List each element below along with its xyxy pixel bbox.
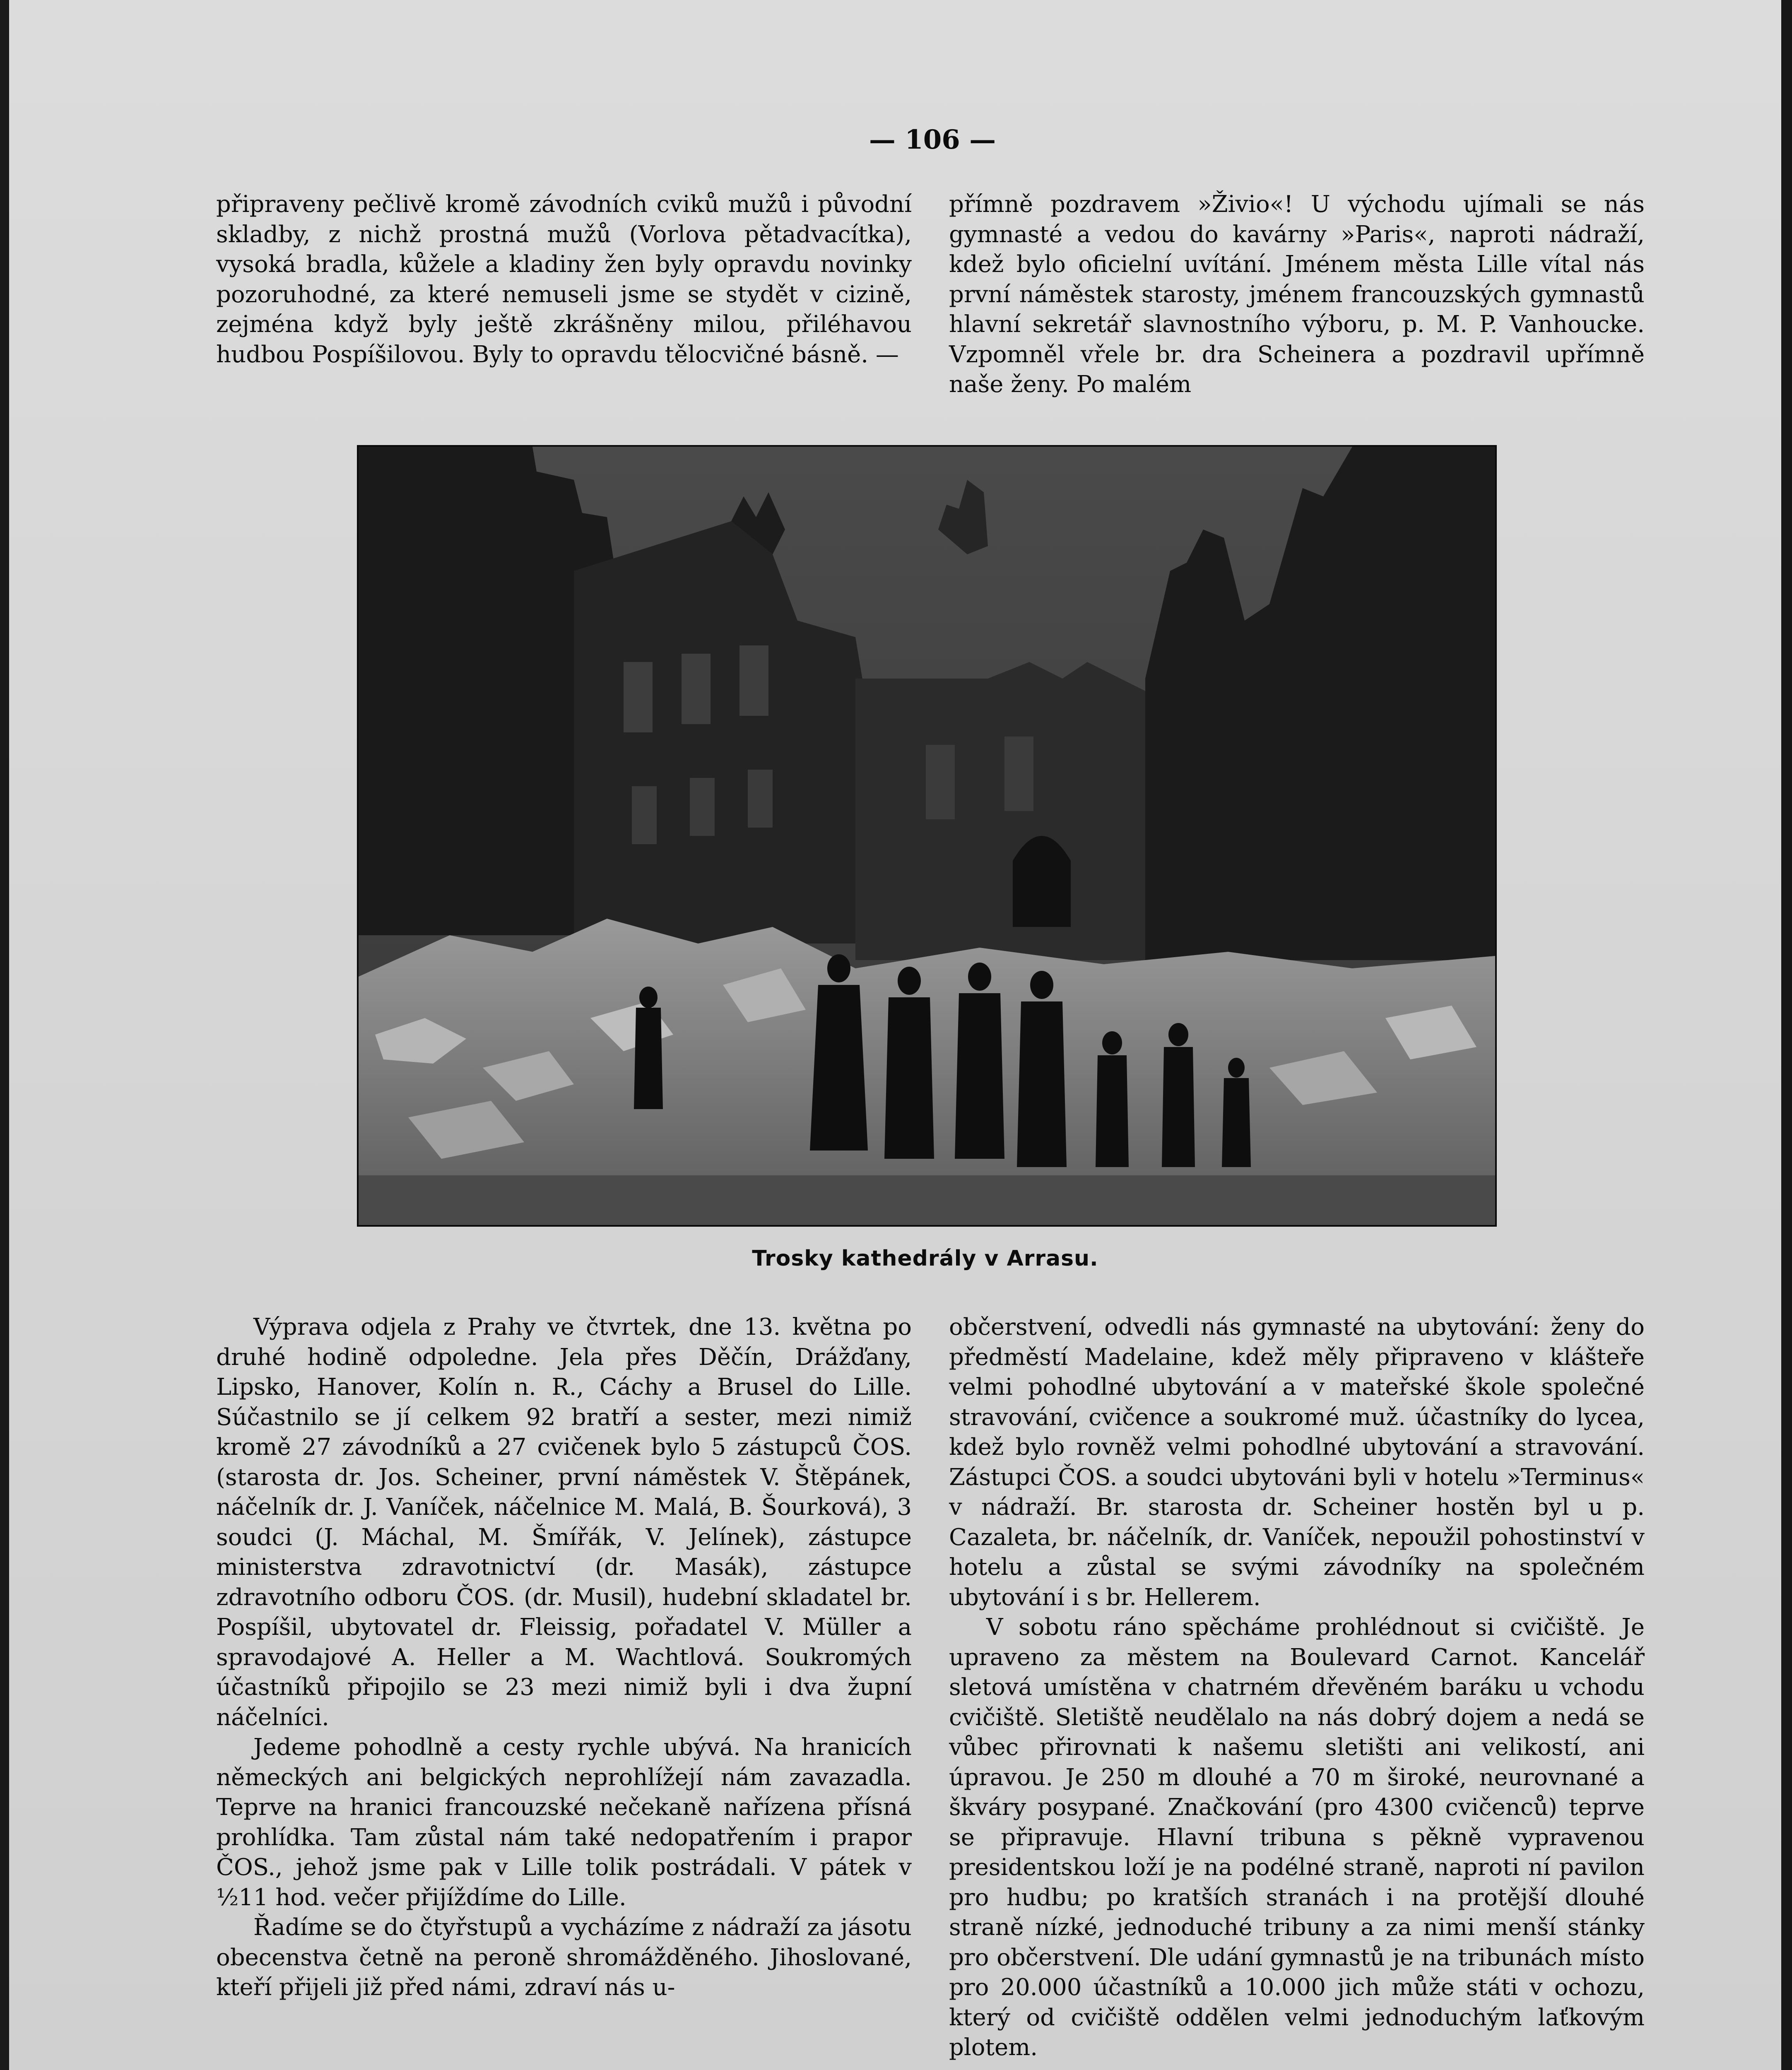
paragraph: Jedeme pohodlně a cesty rychle ubývá. Na hranicích německých ani belgických neprohlížejí nám zavazadla. Teprve na hranici francouzské nečekaně nařízena přísná prohlídka. Tam zůstal nám také nedopatřením i prapor ČOS., jehož jsme pak v Lille tolik postrádali. V pátek v ½11 hod. večer přijíždíme do Lille.	[216, 1734, 912, 1911]
page-sheet	[5, 0, 1785, 2070]
ruins-illustration	[359, 447, 1495, 1225]
paragraph: připraveny pečlivě kromě závodních cviků mužů i původní skladby, z nichž prostná mužů (Vorlova pětadvacítka), vysoká bradla, kůžele a kladiny žen byly opravdu novinky pozoruhodné, za které nemuseli jsme se stydět v cizině, zejména když byly ještě zkrášněny milou, přiléhavou hudbou Pospíšilovou. Byly to opravdu tělocvičné básně. —	[216, 191, 912, 368]
paragraph: Řadíme se do čtyřstupů a vycházíme z nádraží za jásotu obecenstva četně na peroně shromážděného. Jihoslované, kteří přijeli již před námi, zdraví nás u-	[216, 1914, 912, 2001]
page-number: — 106 —	[869, 124, 996, 155]
photo-caption: Trosky kathedrály v Arrasu.	[752, 1246, 1098, 1271]
top-right-column	[949, 190, 1645, 400]
top-left-column	[216, 190, 912, 370]
bottom-right-column	[949, 1312, 1645, 2063]
scan-edge-right	[1781, 0, 1792, 2070]
paragraph: občerstvení, odvedli nás gymnasté na ubytování: ženy do předměstí Madelaine, kdež měly připraveno v klášteře velmi pohodlné ubytování a v mateřské škole společné stravování, cvičence a soukromé muž. účastníky do lycea, kdež bylo rovněž velmi pohodlné ubytování a stravování. Zástupci ČOS. a soudci ubytováni byli v hotelu »Terminus« v nádraží. Br. starosta dr. Scheiner hostěn byl u p. Cazaleta, br. náčelník, dr. Vaníček, nepoužil pohostinství v hotelu a zůstal se svými závodníky na společném ubytování i s br. Hellerem.	[949, 1314, 1645, 1611]
paragraph: přímně pozdravem »Živio«! U východu ujímali se nás gymnasté a vedou do kavárny »Paris«, naproti nádraží, kdež bylo oficielní uvítání. Jménem města Lille vítal nás první náměstek starosty, jménem francouzských gymnastů hlavní sekretář slavnostního výboru, p. M. P. Vanhoucke. Vzpomněl vřele br. dra Scheinera a pozdravil upřímně naše ženy. Po malém	[949, 191, 1645, 398]
scan-edge-left	[0, 0, 9, 2070]
bottom-left-column	[216, 1312, 912, 2003]
paragraph: Výprava odjela z Prahy ve čtvrtek, dne 13. května po druhé hodině odpoledne. Jela přes Děčín, Drážďany, Lipsko, Hanover, Kolín n. R., Cáchy a Brusel do Lille. Súčastnilo se jí celkem 92 bratří a sester, mezi nimiž kromě 27 závodníků a 27 cvičenek bylo 5 zástupců ČOS. (starosta dr. Jos. Scheiner, první náměstek V. Štěpánek, náčelník dr. J. Vaníček, náčelnice M. Malá, B. Šourková), 3 soudci (J. Máchal, M. Šmířák, V. Jelínek), zástupce ministerstva zdravotnictví (dr. Masák), zástupce zdravotního odboru ČOS. (dr. Musil), hudební skladatel br. Pospíšil, ubytovatel dr. Fleissig, pořadatel V. Müller a spravodajové A. Heller a M. Wachtlová. Soukromých účastníků připojilo se 23 mezi nimiž byli i dva župní náčelníci.	[216, 1314, 912, 1731]
paragraph: V sobotu ráno spěcháme prohlédnout si cvičiště. Je upraveno za městem na Boulevard Carnot. Kancelář sletová umístěna v chatrném dřevěném baráku u vchodu cvičiště. Sletiště neudělalo na nás dobrý dojem a nedá se vůbec přirovnati k našemu sletišti ani velikostí, ani úpravou. Je 250 m dlouhé a 70 m široké, neurovnané a škváry posypané. Značkování (pro 4300 cvičenců) teprve se připravuje. Hlavní tribuna s pěkně vypravenou presidentskou loží je na podélné straně, naproti ní pavilon pro hudbu; po kratších stranách i na protější dlouhé straně nízké, jednoduché tribuny a za nimi menší stánky pro občerstvení. Dle udání gymnastů je na tribunách místo pro 20.000 účastníků a 10.000 jich může státi v ochozu, který od cvičiště oddělen velmi jednoduchým laťkovým plotem.	[949, 1614, 1645, 2061]
cathedral-ruins-photo	[357, 445, 1497, 1227]
